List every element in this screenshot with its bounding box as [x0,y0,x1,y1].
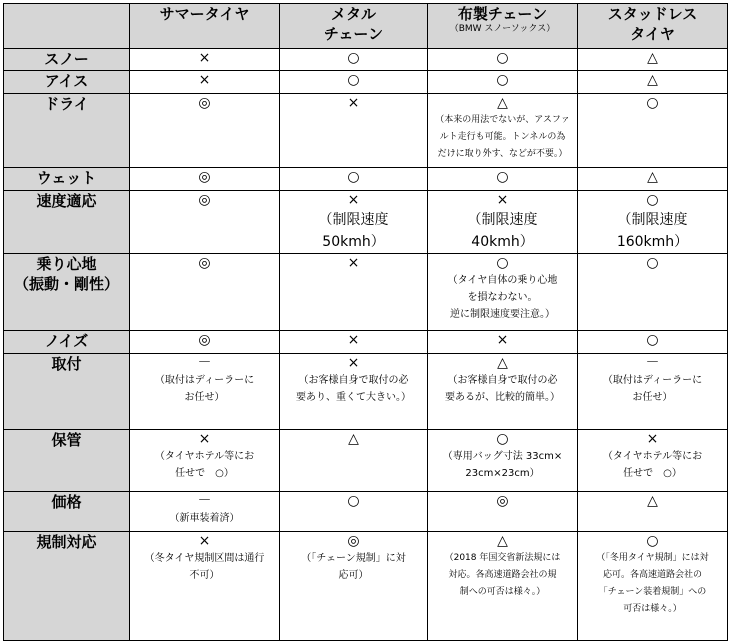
cell-note-line: （「冬用タイヤ規制」には対 [596,553,709,563]
row-label-dry [4,94,130,168]
cell-price-fabric-chain [428,492,578,532]
rating-mark: × [198,72,211,88]
rating-mark: ◎ [198,169,211,185]
cell-ride-comfort-summer-tire [130,254,280,331]
cell-note-line: お任せ） [184,392,225,403]
cell-regulation-metal-chain [280,532,428,641]
cell-ride-comfort-metal-chain [280,254,428,331]
cell-note-line: （「チェーン規制」に対 [301,553,406,564]
column-header-line1: 布製チェーン [457,5,548,23]
cell-speed-studless-tire [578,191,728,254]
rating-mark: ○ [496,72,509,88]
rating-mark: ◎ [198,192,211,208]
row-label-storage [4,430,130,492]
column-header-summer-tire [130,4,280,49]
cell-note-line: 対応。各高速道路会社の規 [448,570,557,580]
rating-mark: ○ [347,72,360,88]
cell-price-summer-tire [130,492,280,532]
cell-ice-studless-tire [578,71,728,94]
cell-note-line: 応可。各高速道路会社の [602,570,702,580]
cell-note-line: ルト走行も可能。トンネルの為 [439,132,566,142]
table-body [4,49,728,641]
cell-note-line: 逆に制限速度要注意。） [450,309,555,320]
cell-note-line: （取付はディーラーに [154,375,255,386]
cell-note-line: （制限速度 [318,212,389,228]
cell-note-line: 40kmh） [471,234,534,250]
cell-storage-summer-tire [130,430,280,492]
rating-mark: × [347,192,360,208]
cell-dry-summer-tire [130,94,280,168]
row-label-line1: ドライ [44,95,89,113]
row-label-ice [4,71,130,94]
rating-mark: ○ [347,50,360,66]
rating-mark: ○ [646,192,659,208]
cell-note-line: 任せで ○） [175,468,234,479]
cell-note-line: （タイヤホテル等にお [602,451,703,462]
row-label-price [4,492,130,532]
cell-note-line: （タイヤホテル等にお [154,451,255,462]
rating-mark: × [496,192,509,208]
row-label-line1: ウェット [36,169,97,187]
cell-snow-studless-tire [578,49,728,71]
cell-note-line: （2018 年国交省新法規には [444,553,561,563]
cell-noise-metal-chain [280,331,428,354]
rating-mark: ◎ [198,95,211,111]
rating-mark: ○ [646,95,659,111]
rating-mark: ○ [496,255,509,271]
column-header-line2: チェーン [323,25,384,43]
cell-note-line: 要あり、重くて大きい。） [296,392,411,403]
cell-speed-metal-chain [280,191,428,254]
rating-mark: × [646,431,659,447]
rating-mark: △ [647,72,658,88]
table-row-price [4,492,728,532]
rating-mark: ○ [646,255,659,271]
column-header-line1: スタッドレス [607,5,698,23]
column-header-line1: サマータイヤ [159,5,250,23]
cell-speed-summer-tire [130,191,280,254]
rating-mark: × [198,431,211,447]
rating-mark: × [347,332,360,348]
table-row-noise [4,331,728,354]
rating-mark: ○ [347,493,360,509]
rating-mark: × [198,50,211,66]
rating-mark: － [645,355,660,371]
cell-note-line: 応可） [338,570,369,581]
cell-snow-fabric-chain [428,49,578,71]
column-header-line2: タイヤ [630,25,675,43]
rating-mark: × [347,95,360,111]
cell-note-line: お任せ） [632,392,673,403]
cell-ice-fabric-chain [428,71,578,94]
cell-ride-comfort-fabric-chain [428,254,578,331]
cell-note-line: だけに取り外す、などが不要。） [437,149,568,159]
row-label-line1: 取付 [51,355,82,373]
cell-note-line: 23cm×23cm） [465,468,540,479]
cell-installation-metal-chain [280,354,428,430]
table-row-wet [4,168,728,191]
cell-installation-fabric-chain [428,354,578,430]
rating-mark: △ [497,355,508,371]
row-label-line1: アイス [44,72,89,90]
rating-mark: ◎ [198,332,211,348]
row-label-line1: 保管 [51,431,82,449]
column-header-subtitle: （BMW スノーソックス） [449,24,556,34]
cell-ride-comfort-studless-tire [578,254,728,331]
rating-mark: △ [647,169,658,185]
cell-wet-metal-chain [280,168,428,191]
cell-note-line: （新車装着済） [169,513,240,524]
cell-wet-fabric-chain [428,168,578,191]
rating-mark: ○ [496,431,509,447]
rating-mark: ○ [347,169,360,185]
row-label-installation [4,354,130,430]
cell-wet-summer-tire [130,168,280,191]
cell-note-line: （取付はディーラーに [602,375,703,386]
cell-ice-summer-tire [130,71,280,94]
cell-dry-studless-tire [578,94,728,168]
table-row-regulation [4,532,728,641]
rating-mark: － [197,493,212,509]
rating-mark: ○ [496,169,509,185]
cell-price-metal-chain [280,492,428,532]
cell-note-line: （専用バッグ寸法 33cm× [442,451,563,462]
table-row-installation [4,354,728,430]
rating-mark: ○ [496,50,509,66]
cell-note-line: （タイヤ自体の乗り心地 [447,275,558,286]
row-label-snow [4,49,130,71]
row-label-line1: 速度適応 [36,192,97,210]
rating-mark: × [347,255,360,271]
cell-installation-studless-tire [578,354,728,430]
cell-noise-fabric-chain [428,331,578,354]
cell-regulation-studless-tire [578,532,728,641]
cell-note-line: （制限速度 [467,212,538,228]
row-label-line2: （振動・剛性） [13,275,119,293]
rating-mark: ○ [646,332,659,348]
cell-dry-metal-chain [280,94,428,168]
row-label-speed [4,191,130,254]
cell-price-studless-tire [578,492,728,532]
row-label-line1: 規制対応 [36,533,97,551]
column-header-metal-chain [280,4,428,49]
cell-note-line: （お客様自身で取付の必 [298,375,409,386]
cell-note-line: を損なわない。 [467,292,538,303]
rating-mark: × [198,533,211,549]
rating-mark: △ [647,50,658,66]
cell-note-line: （制限速度 [617,212,688,228]
cell-note-line: （お客様自身で取付の必 [447,375,558,386]
row-label-line1: ノイズ [44,332,89,350]
cell-note-line: （本来の用法でないが、アスファ [435,115,570,125]
rating-mark: ◎ [347,533,360,549]
row-label-line1: 乗り心地 [36,255,97,273]
cell-regulation-fabric-chain [428,532,578,641]
cell-storage-fabric-chain [428,430,578,492]
row-label-ride-comfort [4,254,130,331]
table-row-ice [4,71,728,94]
rating-mark: △ [497,533,508,549]
table-row-snow [4,49,728,71]
cell-wet-studless-tire [578,168,728,191]
cell-speed-fabric-chain [428,191,578,254]
table-row-ride-comfort [4,254,728,331]
cell-note-line: 160kmh） [616,234,689,250]
column-header-line1: メタル [330,5,376,23]
corner-cell [4,4,130,49]
cell-regulation-summer-tire [130,532,280,641]
tire-comparison-table [3,3,728,641]
rating-mark: △ [348,431,359,447]
column-header-fabric-chain [428,4,578,49]
row-label-wet [4,168,130,191]
cell-noise-summer-tire [130,331,280,354]
cell-installation-summer-tire [130,354,280,430]
cell-snow-metal-chain [280,49,428,71]
table-row-storage [4,430,728,492]
cell-storage-studless-tire [578,430,728,492]
header-row [4,4,728,49]
row-label-noise [4,331,130,354]
cell-storage-metal-chain [280,430,428,492]
rating-mark: △ [647,493,658,509]
rating-mark: ◎ [198,255,211,271]
cell-note-line: 50kmh） [322,234,385,250]
rating-mark: － [197,355,212,371]
comparison-table-wrapper [3,3,727,637]
cell-note-line: 任せで ○） [623,468,682,479]
rating-mark: ◎ [496,493,509,509]
rating-mark: ○ [646,533,659,549]
rating-mark: × [347,355,360,371]
cell-ice-metal-chain [280,71,428,94]
table-row-speed [4,191,728,254]
cell-note-line: （冬タイヤ規制区間は通行 [144,553,265,564]
rating-mark: △ [497,95,508,111]
cell-note-line: 制への可否は様々。） [459,587,546,597]
cell-dry-fabric-chain [428,94,578,168]
cell-note-line: 可否は様々。） [623,604,682,614]
row-label-line1: 価格 [51,493,82,511]
table-row-dry [4,94,728,168]
cell-note-line: 「チェーン装着規制」への [598,587,707,597]
cell-noise-studless-tire [578,331,728,354]
row-label-line1: スノー [44,50,89,68]
rating-mark: × [496,332,509,348]
row-label-regulation [4,532,130,641]
cell-note-line: 不可） [189,570,220,581]
cell-snow-summer-tire [130,49,280,71]
column-header-studless-tire [578,4,728,49]
cell-note-line: 要あるが、比較的簡単。） [445,392,560,403]
